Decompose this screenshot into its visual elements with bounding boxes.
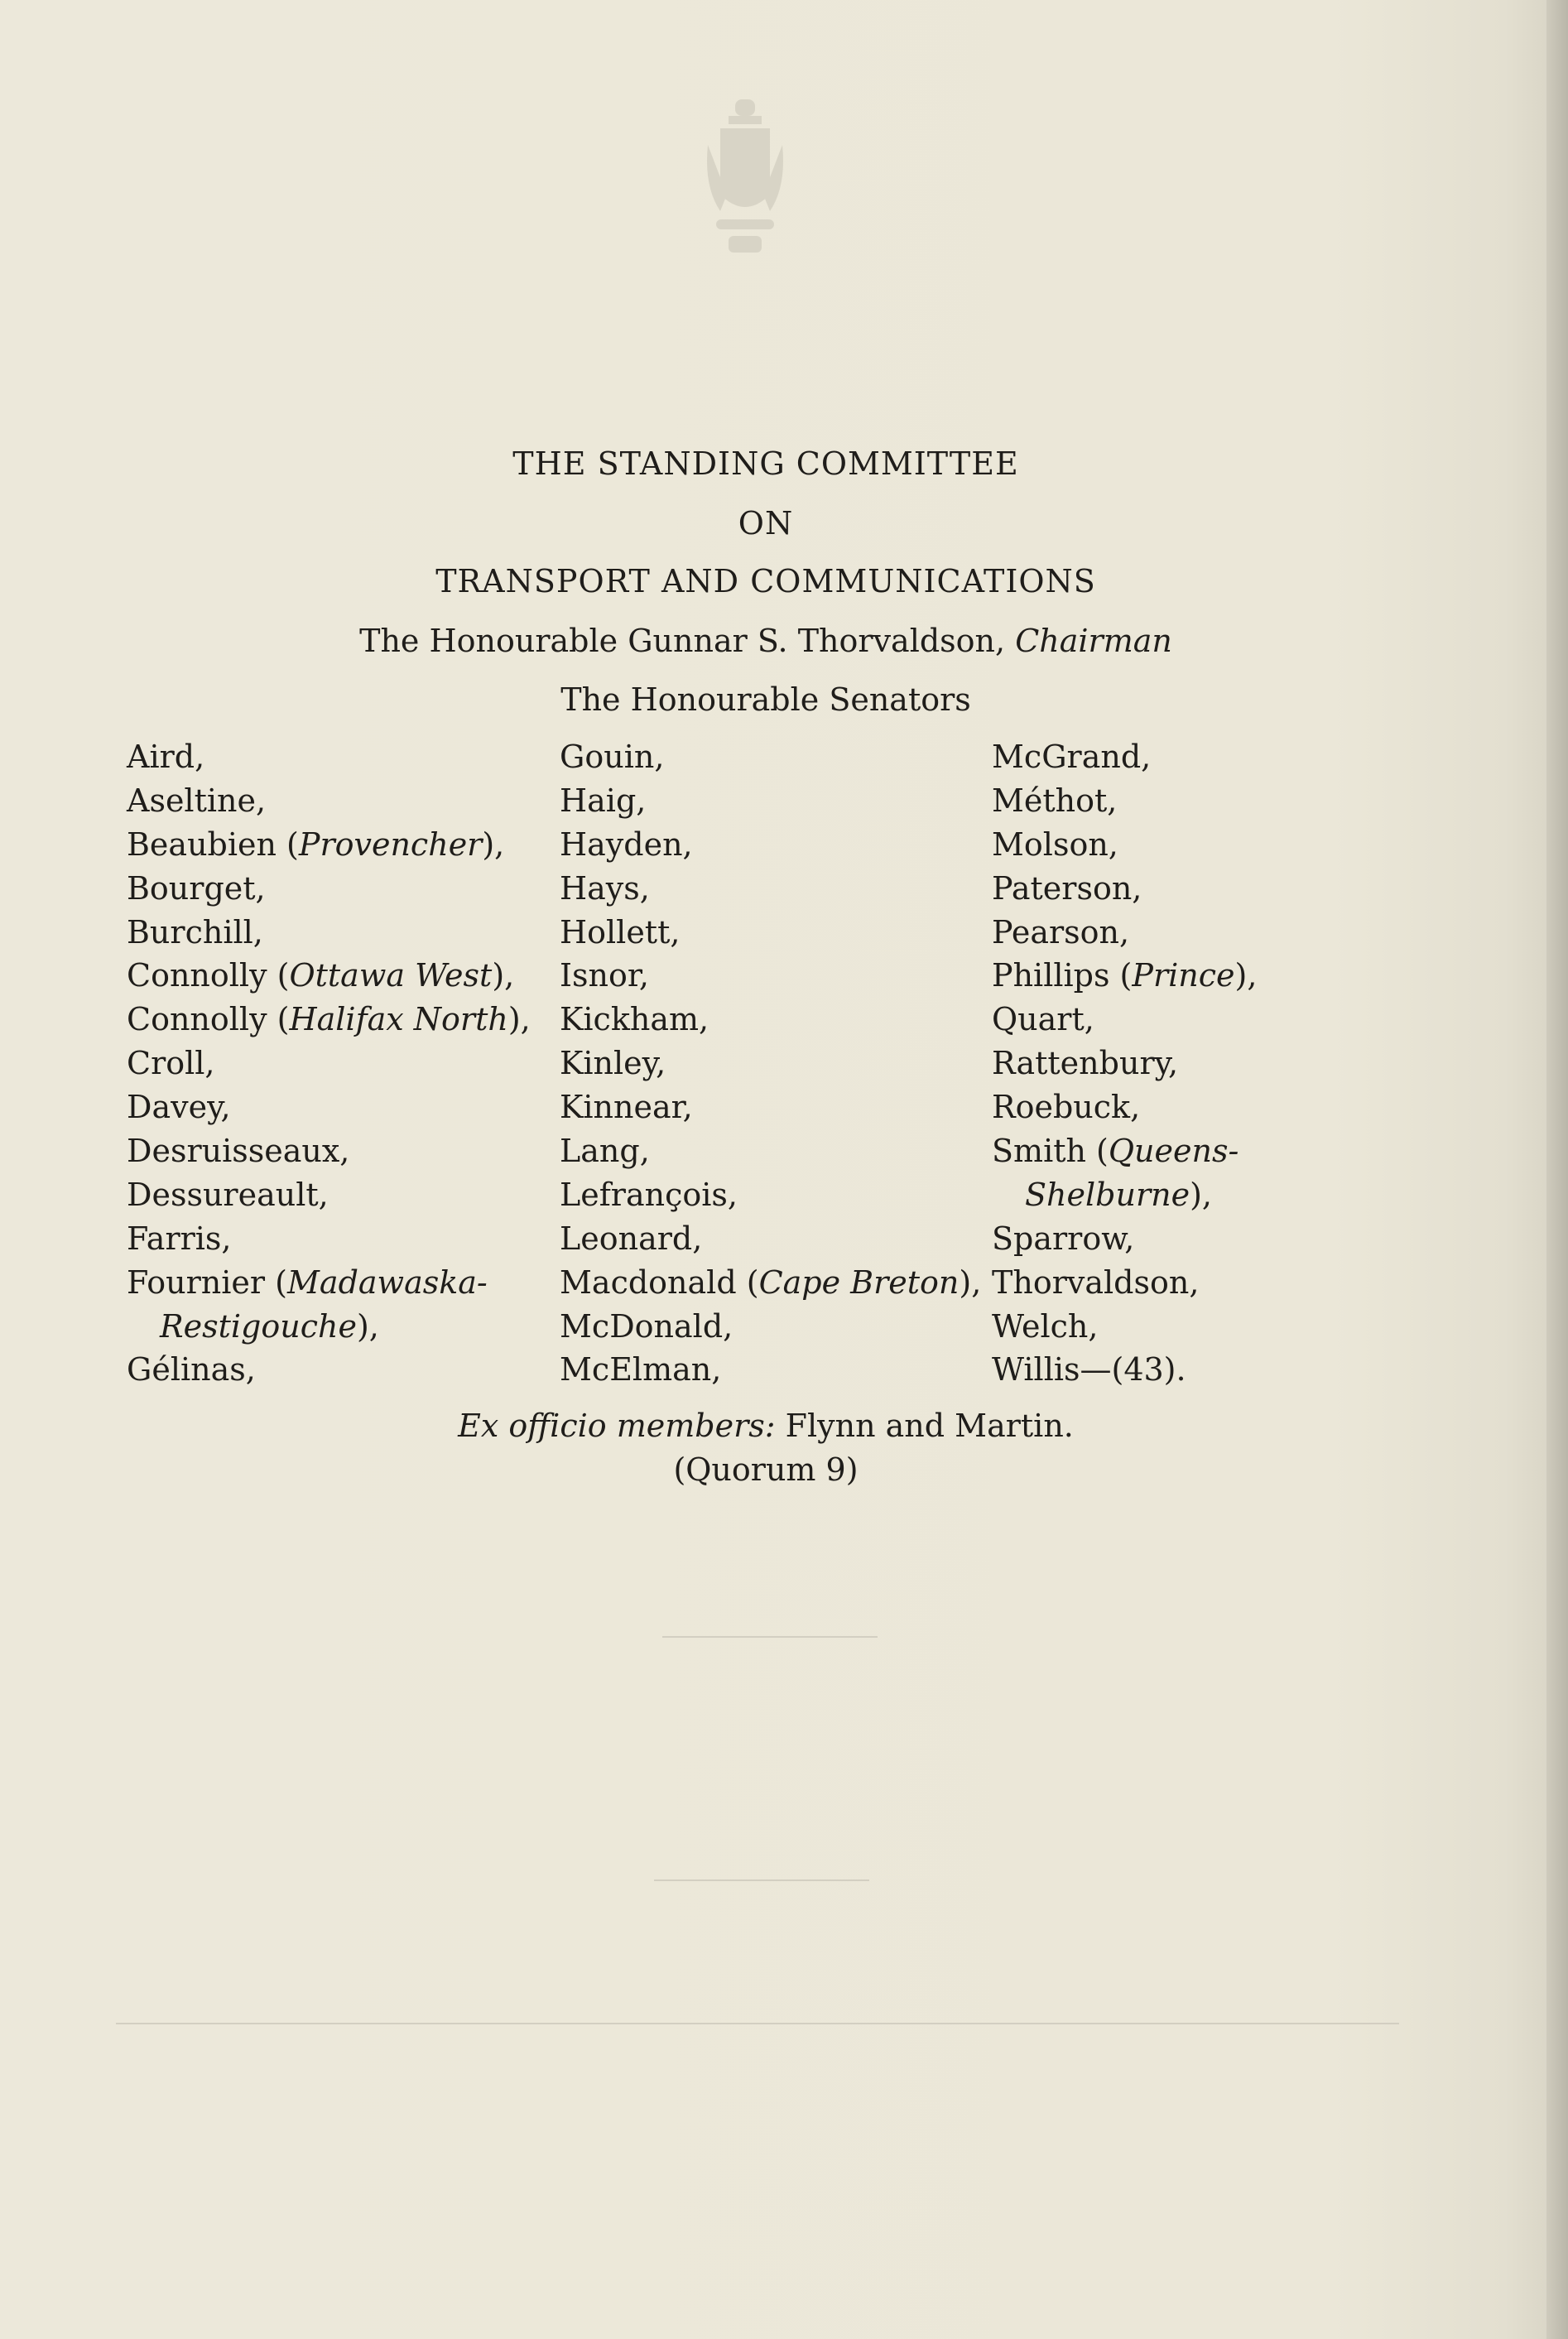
- member-entry: [560, 779, 981, 823]
- member-entry: [992, 1042, 1257, 1085]
- committee-title-line2: ON: [738, 505, 794, 541]
- member-entry: [560, 823, 981, 867]
- committee-title-line3: TRANSPORT AND COMMUNICATIONS: [435, 563, 1096, 599]
- member-name: Connolly (: [127, 957, 290, 994]
- member-name: Welch,: [992, 1307, 1099, 1345]
- member-riding: Cape Breton: [758, 1263, 960, 1301]
- member-entry: [127, 1348, 531, 1392]
- members-column-3: [992, 735, 1257, 1392]
- member-entry: [992, 867, 1257, 911]
- member-riding: Halifax North: [289, 1001, 508, 1038]
- member-riding-suffix: ),: [482, 825, 505, 863]
- member-entry: [992, 954, 1257, 998]
- member-riding-suffix: ),: [1234, 957, 1258, 994]
- member-entry: [127, 1217, 531, 1261]
- member-name: Macdonald (: [560, 1263, 759, 1301]
- member-riding-suffix: ),: [1190, 1176, 1212, 1213]
- member-riding: Madawaska-: [287, 1263, 488, 1301]
- member-entry: [127, 1261, 531, 1305]
- member-name: Hayden,: [560, 825, 693, 863]
- chairman-title: Chairman: [1015, 623, 1172, 659]
- member-name: Roebuck,: [992, 1089, 1141, 1126]
- member-entry: [560, 1305, 981, 1349]
- member-entry: [560, 954, 981, 998]
- member-riding: Prince: [1132, 957, 1235, 994]
- member-name: Lefrançois,: [560, 1176, 738, 1213]
- member-name: Desruisseaux,: [127, 1133, 350, 1170]
- member-riding-suffix: ),: [959, 1263, 982, 1301]
- member-name: Kinley,: [560, 1045, 666, 1082]
- member-entry: [560, 1217, 981, 1261]
- member-entry: [992, 1305, 1257, 1349]
- member-name: Phillips (: [992, 957, 1133, 994]
- showthrough-rule: [662, 1636, 878, 1638]
- member-entry: [560, 735, 981, 779]
- member-name: Smith (: [992, 1133, 1109, 1170]
- member-name: McElman,: [560, 1351, 722, 1388]
- member-name: Sparrow,: [992, 1220, 1135, 1257]
- showthrough-rule: [654, 1879, 869, 1881]
- member-entry: [127, 867, 531, 911]
- member-entry: [127, 1173, 531, 1217]
- member-entry: [560, 911, 981, 955]
- ex-officio-label: Ex officio members:: [458, 1408, 776, 1444]
- member-entry: [992, 735, 1257, 779]
- member-entry: [127, 1305, 531, 1349]
- member-name: Croll,: [127, 1045, 215, 1082]
- member-entry: [560, 998, 981, 1042]
- member-riding-suffix: ),: [356, 1307, 379, 1345]
- member-name: Aseltine,: [127, 782, 267, 819]
- members-column-2: [560, 735, 981, 1392]
- member-entry: [127, 998, 531, 1042]
- committee-title-line1: THE STANDING COMMITTEE: [512, 445, 1019, 482]
- member-riding-suffix: ),: [507, 1001, 531, 1038]
- member-name: Hays,: [560, 869, 650, 907]
- member-riding: Ottawa West: [289, 957, 493, 994]
- member-name: Gouin,: [560, 739, 665, 775]
- ex-officio-members: Flynn and Martin.: [775, 1408, 1074, 1444]
- chairman-line: [0, 623, 1532, 659]
- ex-officio-line: [0, 1408, 1532, 1444]
- member-name: Burchill,: [127, 913, 263, 951]
- member-entry: [560, 1261, 981, 1305]
- member-entry: [127, 911, 531, 955]
- chairman-name: The Honourable Gunnar S. Thorvaldson,: [359, 623, 1016, 659]
- member-name: Fournier (: [127, 1263, 287, 1301]
- member-entry: [560, 867, 981, 911]
- member-entry: [992, 1261, 1257, 1305]
- member-name: Thorvaldson,: [992, 1263, 1200, 1301]
- member-entry: [560, 1129, 981, 1173]
- member-name: Kinnear,: [560, 1089, 693, 1126]
- member-name: Haig,: [560, 782, 647, 819]
- member-entry: [127, 823, 531, 867]
- member-name: Beaubien (: [127, 825, 299, 863]
- member-name: Paterson,: [992, 869, 1142, 907]
- member-entry: [127, 1129, 531, 1173]
- member-name: Leonard,: [560, 1220, 703, 1257]
- member-entry: [560, 1085, 981, 1129]
- members-column-1: [127, 735, 531, 1392]
- member-entry: [127, 735, 531, 779]
- member-entry: [127, 954, 531, 998]
- member-name: Willis—(43).: [992, 1351, 1186, 1388]
- member-name: Molson,: [992, 825, 1118, 863]
- member-name: Quart,: [992, 1001, 1094, 1038]
- member-name: McGrand,: [992, 739, 1152, 775]
- member-name: Isnor,: [560, 957, 649, 994]
- member-name: Farris,: [127, 1220, 232, 1257]
- member-entry: [992, 1173, 1257, 1217]
- coat-of-arms-showthrough: [704, 95, 786, 269]
- member-name: Méthot,: [992, 782, 1118, 819]
- member-entry: [992, 1348, 1257, 1392]
- member-entry: [992, 911, 1257, 955]
- member-entry: [560, 1348, 981, 1392]
- showthrough-footer-rule: [116, 2023, 1399, 2024]
- member-entry: [992, 998, 1257, 1042]
- member-entry: [127, 1042, 531, 1085]
- member-name: Connolly (: [127, 1001, 290, 1038]
- member-entry: [127, 1085, 531, 1129]
- page-spine-edge: [1546, 0, 1568, 2339]
- member-riding: Provencher: [298, 825, 483, 863]
- member-name: Rattenbury,: [992, 1045, 1179, 1082]
- member-entry: [560, 1042, 981, 1085]
- member-name: Gélinas,: [127, 1351, 256, 1388]
- member-name: McDonald,: [560, 1307, 733, 1345]
- member-entry: [992, 823, 1257, 867]
- member-name: Lang,: [560, 1133, 650, 1170]
- member-name: Pearson,: [992, 913, 1130, 951]
- member-name: Bourget,: [127, 869, 266, 907]
- member-riding: Restigouche: [160, 1307, 357, 1345]
- member-name: Dessureault,: [127, 1176, 329, 1213]
- member-entry: [992, 779, 1257, 823]
- member-name: Kickham,: [560, 1001, 709, 1038]
- quorum-line: (Quorum 9): [673, 1451, 859, 1488]
- member-riding: Shelburne: [1025, 1176, 1190, 1213]
- member-riding: Queens-: [1108, 1133, 1239, 1170]
- member-entry: [127, 779, 531, 823]
- member-entry: [992, 1085, 1257, 1129]
- member-name: Davey,: [127, 1089, 231, 1126]
- member-entry: [992, 1129, 1257, 1173]
- senators-heading: The Honourable Senators: [560, 681, 971, 718]
- member-entry: [560, 1173, 981, 1217]
- member-riding-suffix: ),: [492, 957, 515, 994]
- member-name: Hollett,: [560, 913, 681, 951]
- member-name: Aird,: [127, 739, 205, 775]
- member-entry: [992, 1217, 1257, 1261]
